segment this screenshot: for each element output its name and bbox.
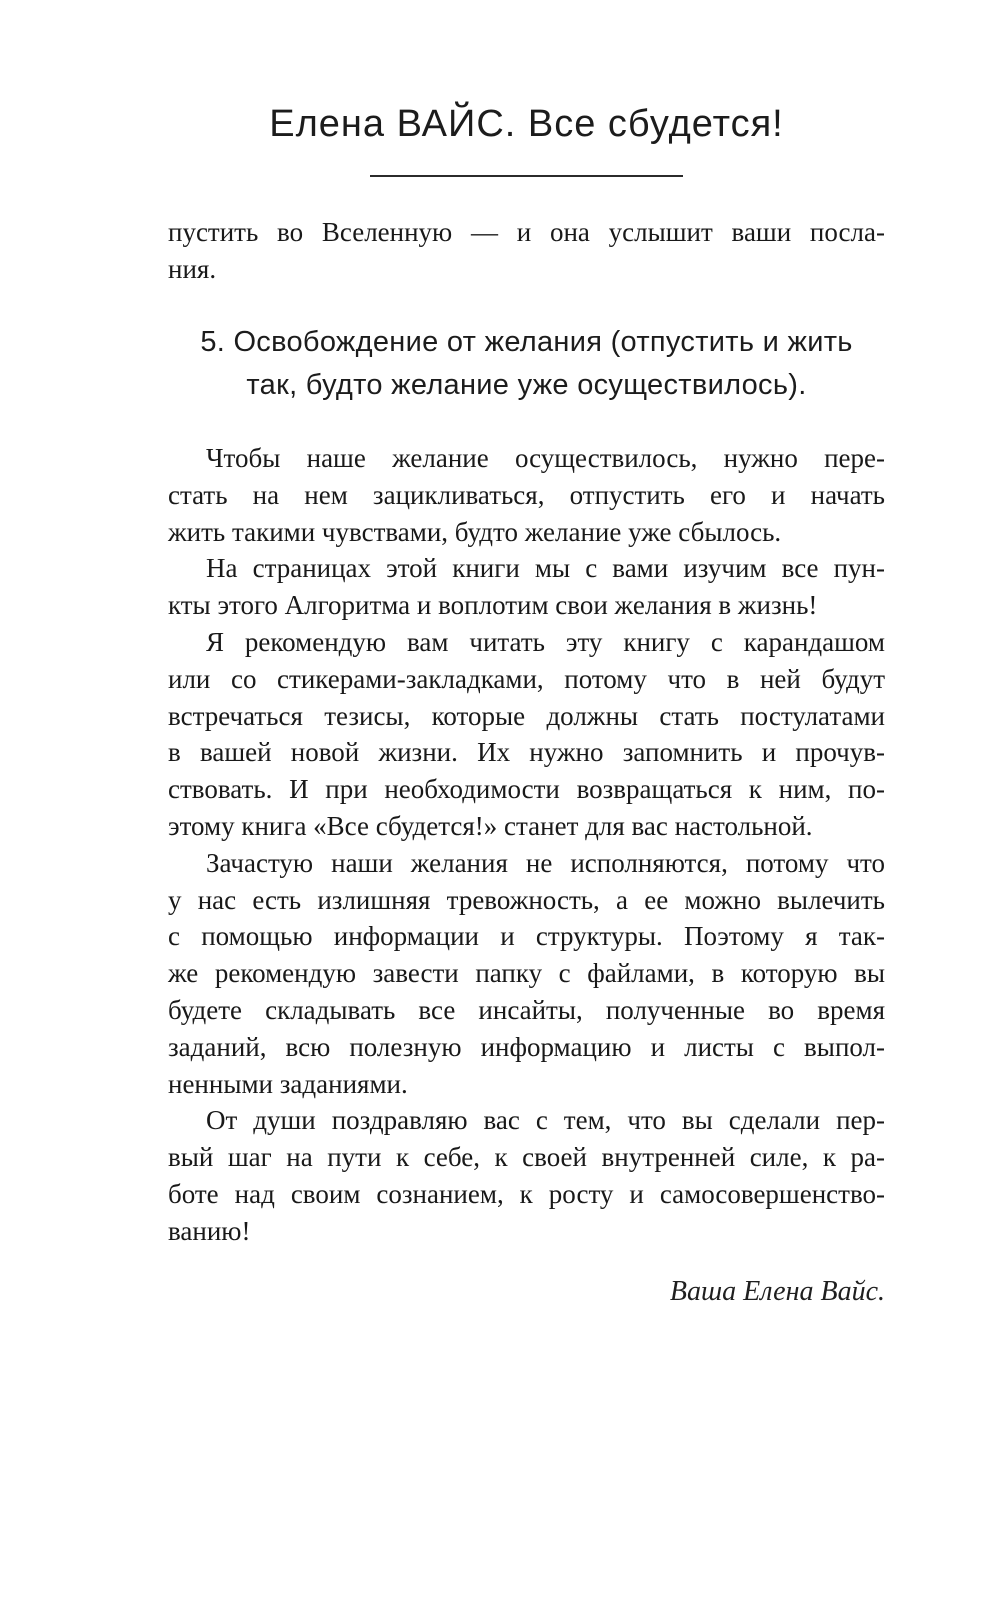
text-line: этому книга «Все сбудется!» станет для вас настольной. — [168, 810, 813, 841]
text-line: Я рекомендую вам читать эту книгу с карандашом — [206, 626, 885, 657]
text-line: ния. — [168, 254, 217, 284]
text-line: или со стикерами-закладками, потому что в ней будут — [168, 663, 885, 694]
text-line: ненными заданиями. — [168, 1068, 408, 1099]
text-line: вый шаг на пути к себе, к своей внутренней силе, к ра- — [168, 1142, 885, 1173]
text-line: ствовать. И при необходимости возвращаться к ним, по- — [168, 774, 885, 805]
text-line: Чтобы наше желание осуществилось, нужно пере- — [206, 443, 885, 473]
text-line: так, будто желание уже осуществилось). — [246, 369, 807, 401]
text-line: На страницах этой книги мы с вами изучим все пун- — [206, 553, 885, 584]
paragraph — [168, 624, 885, 845]
text-line: у нас есть излишняя тревожность, а ее можно вылечить — [168, 884, 885, 915]
paragraph — [168, 550, 885, 624]
text-line: боте над своим сознанием, к росту и самосовершенство- — [168, 1178, 885, 1209]
page-header-title: Елена ВАЙС. Все сбудется! — [269, 103, 784, 145]
text-line: Зачастую наши желания не исполняются, потому что — [206, 847, 885, 878]
text-line: встречаться тезисы, которые должны стать постулатами — [168, 700, 885, 731]
paragraph — [168, 440, 885, 550]
text-line: кты этого Алгоритма и воплотим свои желания в жизнь! — [168, 590, 818, 621]
text-line: же рекомендую завести папку с файлами, в которую вы — [168, 958, 885, 989]
text-line: стать на нем зацикливаться, отпустить его и начать — [168, 479, 885, 510]
text-line: ванию! — [168, 1215, 251, 1246]
paragraph — [168, 1102, 885, 1249]
running-header — [168, 103, 885, 177]
text-line: пустить во Вселенную — и она услышит ваши посла- — [168, 217, 885, 247]
text-line: От души поздравляю вас с тем, что вы сделали пер- — [206, 1105, 885, 1136]
text-line: жить такими чувствами, будто желание уже сбылось. — [168, 516, 782, 547]
text-line: в вашей новой жизни. Их нужно запомнить и прочув- — [168, 737, 885, 768]
continued-paragraph — [168, 214, 885, 288]
text-line: будете складывать все инсайты, полученные во время — [168, 994, 885, 1025]
paragraph — [168, 845, 885, 1103]
author-signature: Ваша Елена Вайс. — [669, 1276, 885, 1307]
text-line: с помощью информации и структуры. Поэтому я так- — [168, 921, 885, 952]
body-paragraphs — [168, 440, 885, 1250]
header-rule — [370, 175, 683, 177]
section-heading — [168, 321, 885, 407]
text-line: 5. Освобождение от желания (отпустить и жить — [200, 326, 853, 358]
text-line: заданий, всю полезную информацию и листы с выпол- — [168, 1031, 885, 1062]
